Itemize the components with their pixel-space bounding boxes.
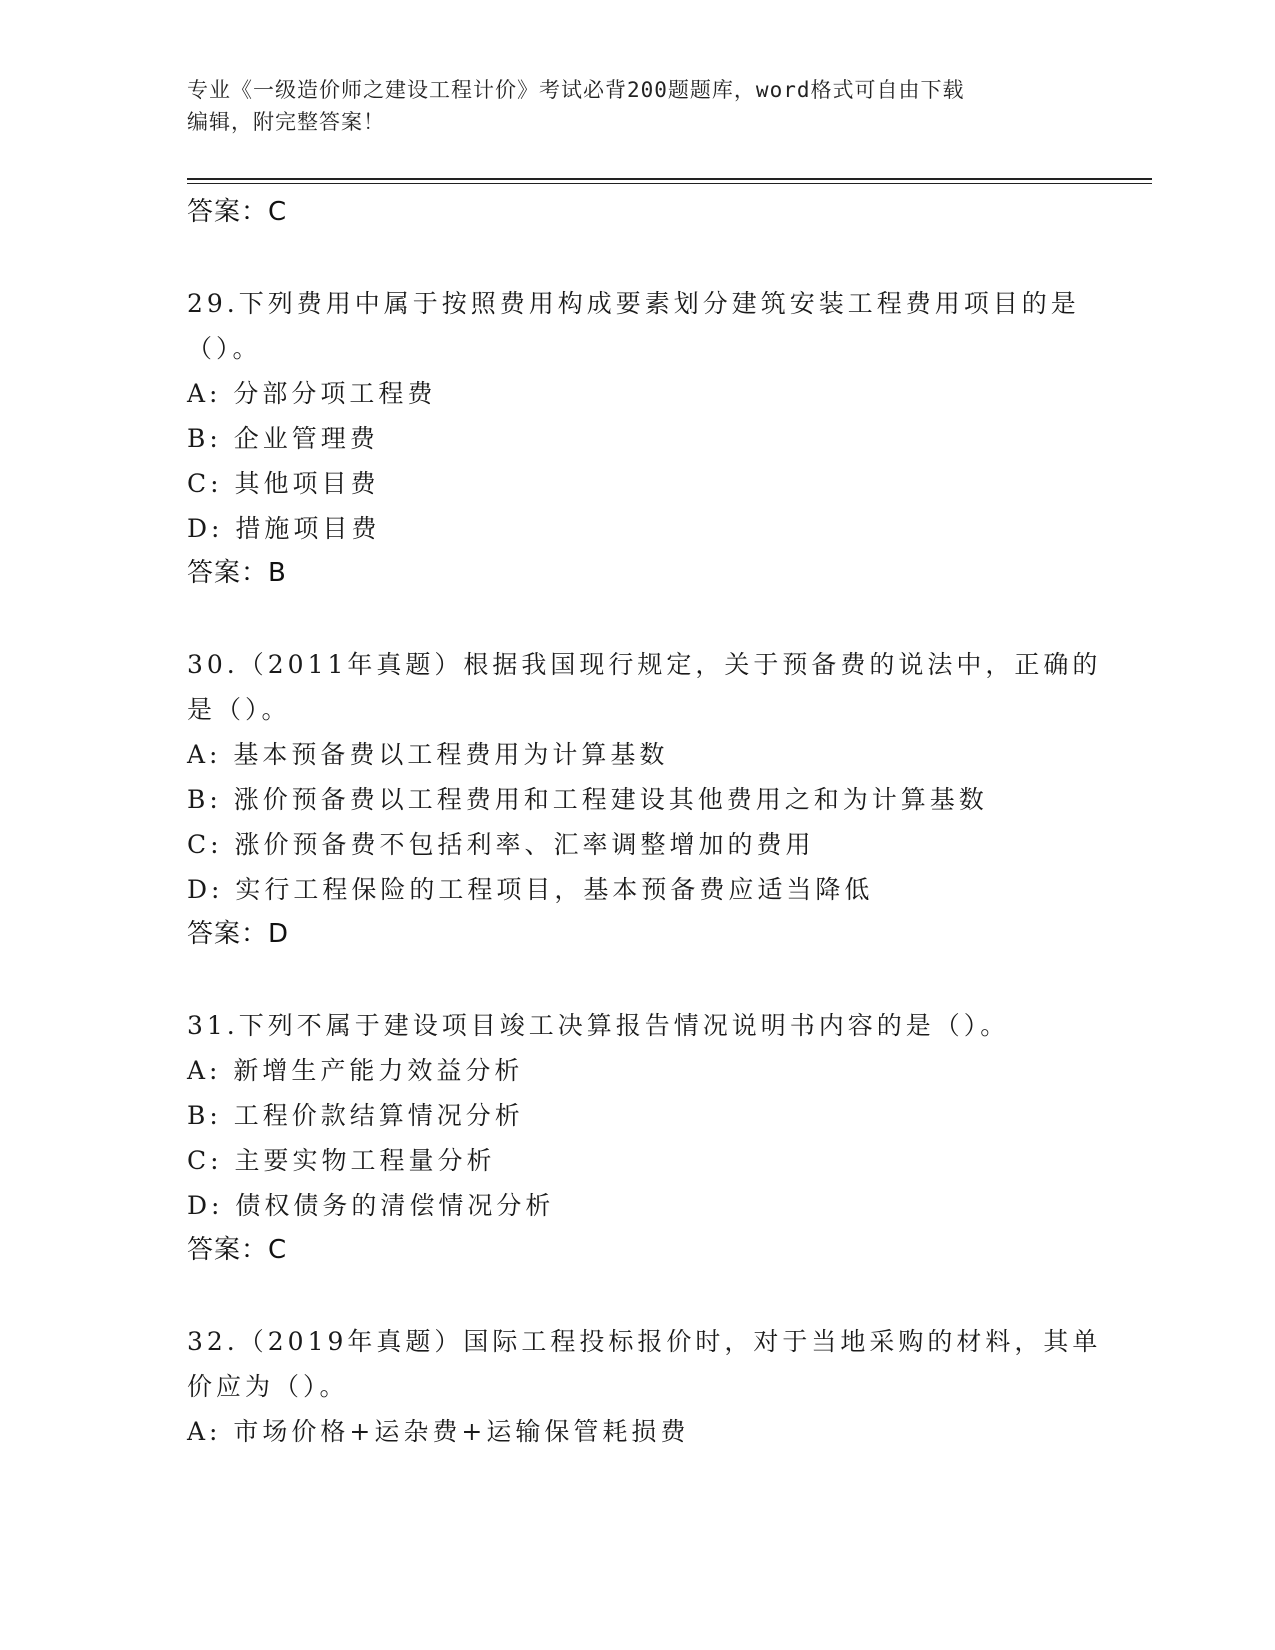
answer-line: 答案：B: [187, 558, 287, 588]
question-list: [187, 190, 1107, 1454]
option-b: B: 企业管理费: [187, 424, 379, 453]
header-line-1: 专业《一级造价师之建设工程计价》考试必背200题题库，word格式可自由下载: [187, 78, 965, 102]
answer-line: 答案：C: [187, 1235, 288, 1265]
option-c: C: 涨价预备费不包括利率、汇率调整增加的费用: [187, 830, 815, 859]
question-block: [187, 1003, 1107, 1273]
question-stem: 32.（2019年真题）国际工程投标报价时，对于当地采购的材料，其单: [187, 1327, 1102, 1356]
header-divider: [187, 178, 1152, 180]
option-a: A: 市场价格+运杂费+运输保管耗损费: [187, 1417, 690, 1446]
option-a: A: 新增生产能力效益分析: [187, 1056, 524, 1085]
option-c: C: 主要实物工程量分析: [187, 1146, 496, 1175]
option-a: A: 分部分项工程费: [187, 379, 437, 408]
question-stem: 30.（2011年真题）根据我国现行规定，关于预备费的说法中，正确的: [187, 650, 1102, 679]
question-stem: 价应为（）。: [187, 1372, 349, 1401]
answer-line: 答案：D: [187, 919, 290, 949]
option-c: C: 其他项目费: [187, 469, 380, 498]
option-b: B: 涨价预备费以工程费用和工程建设其他费用之和为计算基数: [187, 785, 988, 814]
option-d: D: 债权债务的清偿情况分析: [187, 1191, 555, 1220]
spacer: [187, 596, 1107, 642]
question-block: [187, 281, 1107, 596]
option-a: A: 基本预备费以工程费用为计算基数: [187, 740, 669, 769]
spacer: [187, 1273, 1107, 1319]
question-block: [187, 1319, 1107, 1454]
question-stem: （）。: [187, 334, 262, 363]
page-header: [187, 74, 1087, 138]
option-d: D: 实行工程保险的工程项目，基本预备费应适当降低: [187, 875, 874, 904]
option-b: B: 工程价款结算情况分析: [187, 1101, 524, 1130]
question-stem: 是（）。: [187, 695, 291, 724]
option-d: D: 措施项目费: [187, 514, 381, 543]
previous-answer: 答案：C: [187, 197, 288, 227]
question-stem: 29.下列费用中属于按照费用构成要素划分建筑安装工程费用项目的是: [187, 289, 1080, 318]
spacer: [187, 235, 1107, 281]
question-block: [187, 642, 1107, 957]
spacer: [187, 957, 1107, 1003]
header-divider-thin: [187, 183, 1152, 184]
question-stem: 31.下列不属于建设项目竣工决算报告情况说明书内容的是（）。: [187, 1011, 1010, 1040]
header-line-2: 编辑，附完整答案！: [187, 110, 385, 134]
